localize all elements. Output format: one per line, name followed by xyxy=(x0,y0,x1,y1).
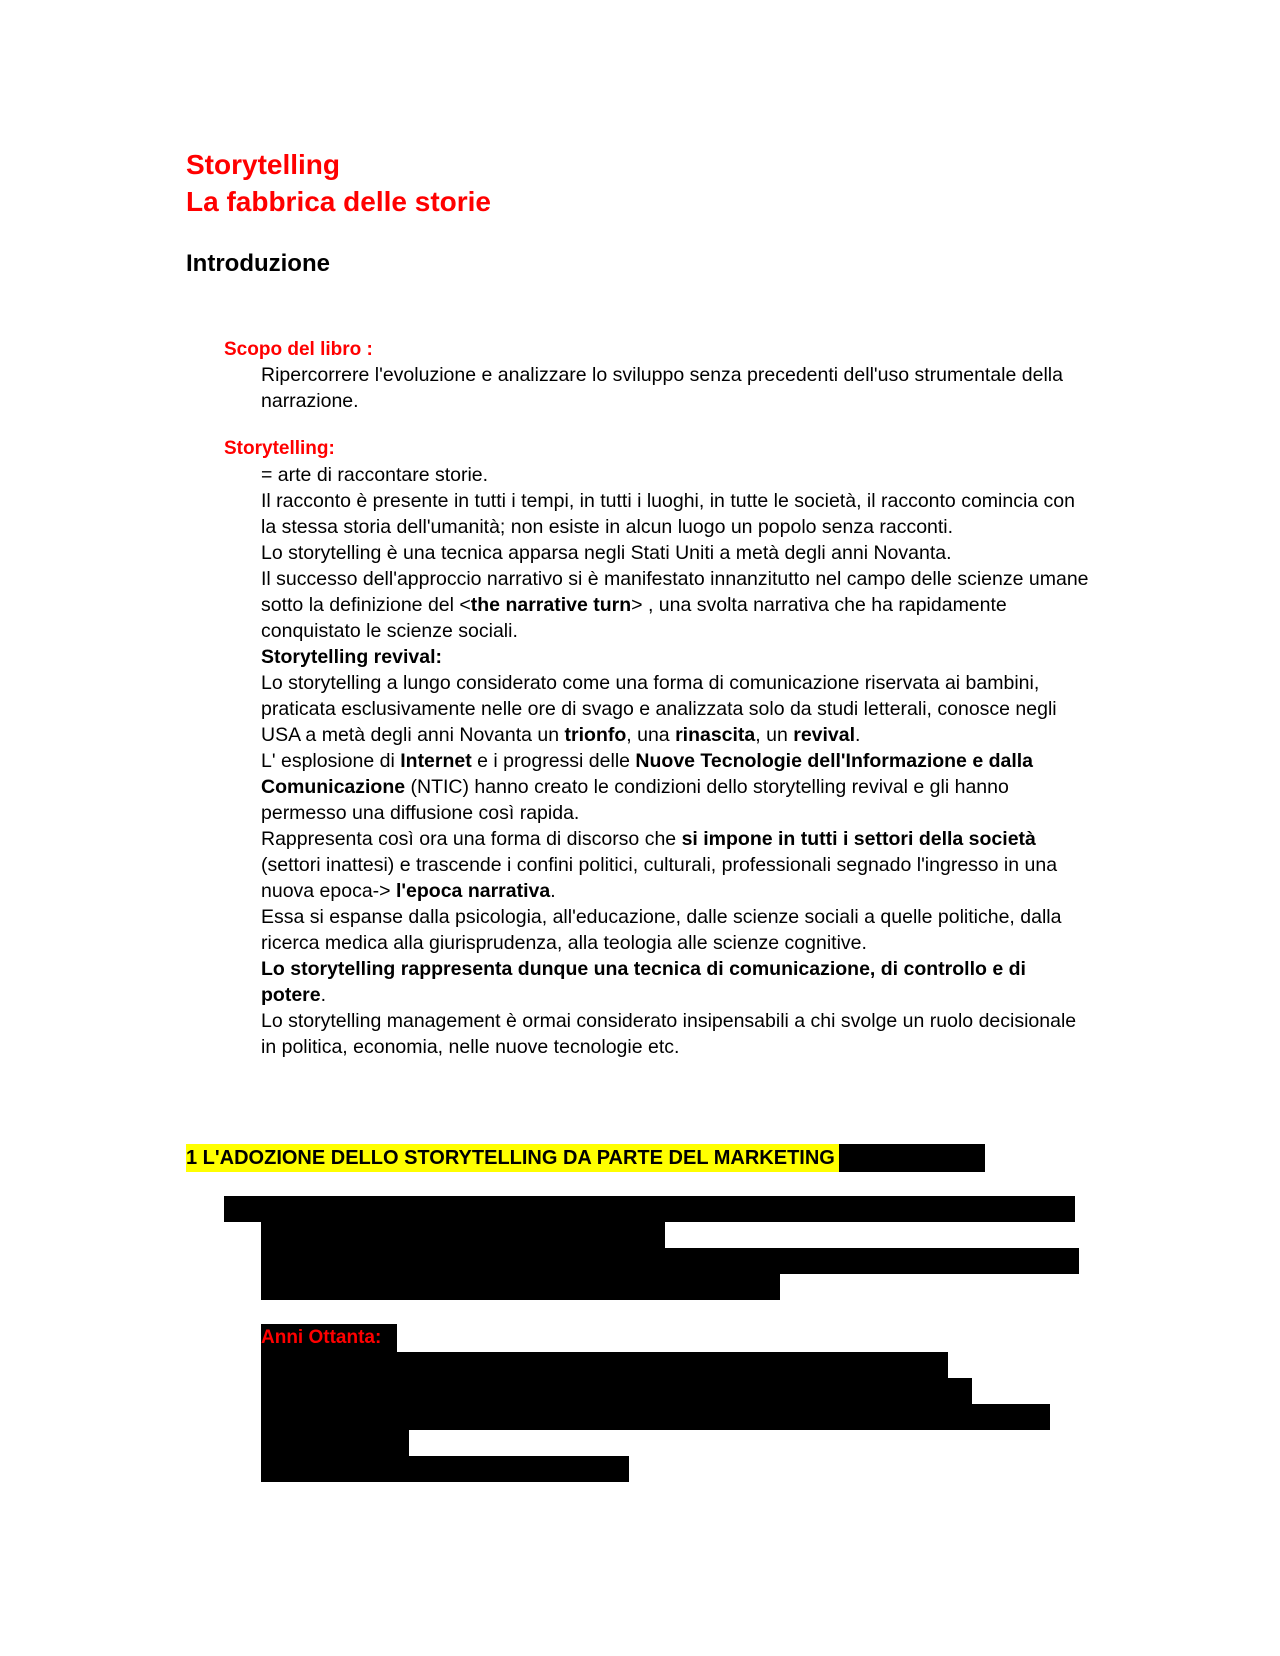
scopo-label: Scopo del libro : xyxy=(224,339,373,360)
paragraph-5 xyxy=(261,748,1091,826)
p4-text-e: , un xyxy=(755,724,794,746)
p4-text-a: Lo storytelling a lungo considerato come una forma di comunicazione riservata ai bambini, praticata esclusivamente nelle ore di svago e analizzata solo da studi letterali, conosce negli USA a metà degli anni Novanta un xyxy=(261,672,1057,746)
redaction-bar xyxy=(261,1404,1050,1430)
redaction-bar xyxy=(261,1352,948,1378)
redaction-bar xyxy=(261,1222,665,1248)
scopo-text-block xyxy=(261,362,1091,414)
revival-heading xyxy=(261,644,1091,670)
chapter-1-title: 1 L'ADOZIONE DELLO STORYTELLING DA PARTE DEL MARKETING xyxy=(186,1144,839,1172)
redaction-bar xyxy=(261,1430,409,1456)
p6-bold-settori: si impone in tutti i settori della società xyxy=(681,828,1036,850)
redaction-bar xyxy=(224,1196,1075,1222)
paragraph-7: Essa si espanse dalla psicologia, all'educazione, dalle scienze sociali a quelle politiche, dalla ricerca medica alla giurisprudenza, alla teologia alle scienze cognitive. xyxy=(261,906,1062,954)
p3-bold: the narrative turn xyxy=(470,594,632,616)
document-title xyxy=(186,146,491,220)
p5-text-e: (NTIC) hanno creato le condizioni dello storytelling revival e gli hanno permesso una diffusione così rapida. xyxy=(261,776,1009,824)
intro-heading: Introduzione xyxy=(186,250,330,277)
redaction-bar xyxy=(261,1248,1079,1274)
paragraph-2: Lo storytelling è una tecnica apparsa negli Stati Uniti a metà degli anni Novanta. xyxy=(261,542,952,564)
p4-bold-trionfo: trionfo xyxy=(564,724,627,746)
paragraph-6 xyxy=(261,826,1091,904)
redaction-bar xyxy=(261,1274,780,1300)
redaction-bar xyxy=(261,1378,972,1404)
p3-text-c: > , una svolta narrativa che ha rapidamente conquistato le scienze sociali. xyxy=(261,594,1007,642)
p5-bold-internet: Internet xyxy=(400,750,472,772)
paragraph-8 xyxy=(261,956,1091,1008)
p6-text-e: . xyxy=(550,880,556,902)
storytelling-label: Storytelling: xyxy=(224,438,335,459)
p4-text-c: , una xyxy=(626,724,676,746)
p4-bold-rinascita: rinascita xyxy=(675,724,756,746)
p4-bold-revival: revival xyxy=(793,724,856,746)
paragraph-1: Il racconto è presente in tutti i tempi, in tutti i luoghi, in tutte le società, il racconto comincia con la stessa storia dell'umanità; non esiste in alcun luogo un popolo senza racconti. xyxy=(261,490,1075,538)
p6-text-c: (settori inattesi) e trascende i confini politici, culturali, professionali segnado l'ingresso in una nuova epoca-> xyxy=(261,854,1058,902)
title-line-2: La fabbrica delle storie xyxy=(186,186,491,217)
anni-ottanta-label: Anni Ottanta: xyxy=(261,1324,397,1352)
title-line-1: Storytelling xyxy=(186,149,341,180)
p5-bold-ntic: Nuove Tecnologie dell'Informazione e dalla Comunicazione xyxy=(261,750,1034,798)
scopo-text: Ripercorrere l'evoluzione e analizzare lo sviluppo senza precedenti dell'uso strumentale della narrazione. xyxy=(261,364,1063,412)
p4-text-g: . xyxy=(855,724,861,746)
redaction-bar xyxy=(839,1144,985,1172)
p8-text-b: . xyxy=(320,984,327,1006)
definition-text: = arte di raccontare storie. xyxy=(261,464,489,486)
p3-text-a: Il successo dell'approccio narrativo si è manifestato innanzitutto nel campo delle scienze umane sotto la definizione del < xyxy=(261,568,1089,616)
p6-bold-epoca: l'epoca narrativa xyxy=(395,880,551,902)
redaction-bar xyxy=(261,1456,629,1482)
revival-heading-text: Storytelling revival: xyxy=(261,646,442,668)
paragraph-4 xyxy=(261,670,1091,748)
p6-text-a: Rappresenta così ora una forma di discorso che xyxy=(261,828,682,850)
paragraph-9: Lo storytelling management è ormai considerato insipensabili a chi svolge un ruolo decisionale in politica, economia, nelle nuove tecnologie etc. xyxy=(261,1010,1077,1058)
chapter-1-heading xyxy=(186,1144,985,1172)
p5-text-a: L' esplosione di xyxy=(261,750,401,772)
storytelling-text-block xyxy=(261,462,1091,1060)
p8-bold: Lo storytelling rappresenta dunque una tecnica di comunicazione, di controllo e di potere xyxy=(261,958,1026,1006)
paragraph-3 xyxy=(261,566,1091,644)
p5-text-c: e i progressi delle xyxy=(471,750,636,772)
